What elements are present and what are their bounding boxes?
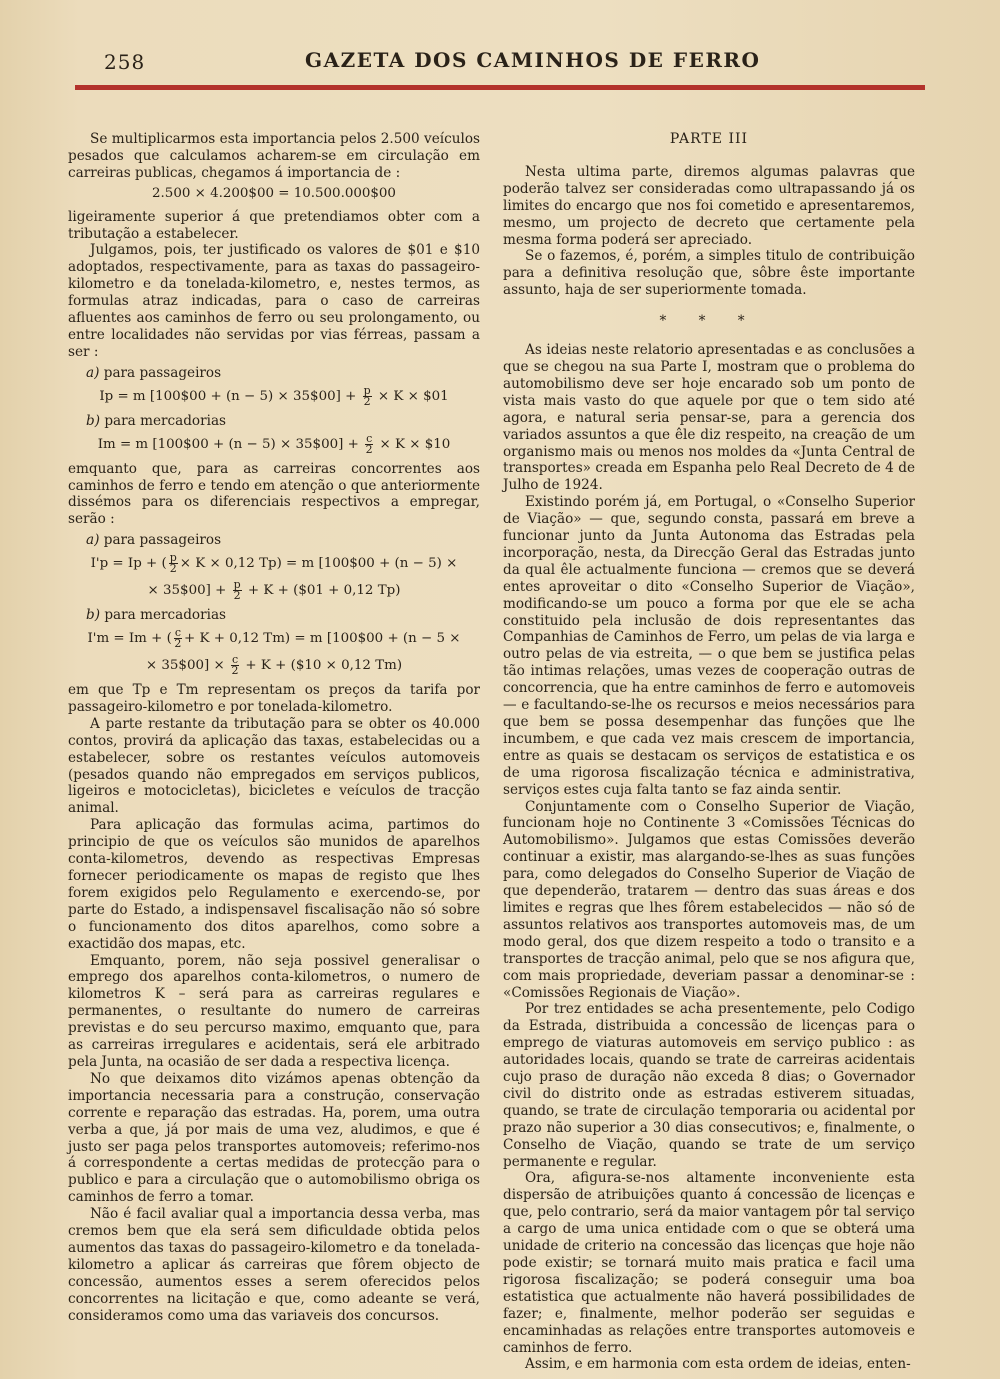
case-letter: a): [86, 364, 100, 381]
formula-part: × 35$00] +: [147, 583, 227, 599]
paragraph: ligeiramente superior á que pretendiamos obter com a tributação a estabelecer.: [68, 208, 480, 242]
fraction: [174, 628, 182, 649]
case-text: para passageiros: [103, 364, 222, 381]
fraction-numerator: p: [363, 383, 371, 397]
paragraph: Se multiplicarmos esta importancia pelos 2.500 veículos pesados que calculamos acharem-se em circulação em carreiras publicas, chegamos á importancia de :: [68, 131, 480, 181]
fraction-denominator: 2: [233, 589, 241, 603]
paragraph: Emquanto, porem, não seja possivel generalisar o emprego dos aparelhos conta-kilometros, o numero de kilometros K – será para as carreiras regulares e permanentes, o resultante do numero de carreiras previstas e do seu percurso maximo, emquanto que, para as carreiras irregulares e acidentais, será ele arbitrado pela Junta, na ocasião de ser dada a respectiva licença.: [68, 952, 480, 1070]
fraction-denominator: 2: [231, 664, 239, 678]
fraction: [169, 553, 178, 574]
fraction-numerator: c: [231, 653, 239, 667]
formula: [68, 580, 480, 601]
case-text: para mercadorias: [104, 607, 227, 624]
formula-part: × K × $10: [379, 436, 451, 452]
paragraph: Ora, afigura-se-nos altamente inconveniente esta dispersão de atribuições quanto á concessão de licenças e que, pelo contrario, será da maior vantagem pôr tal serviço a cargo de uma unica entidade com o que se obterá uma unidade de criterio na concessão das licenças que hoje não pode existir; se tornará muito mais pratica e facil uma rigorosa fiscalização; se poderá conseguir uma boa estatistica que actualmente não haverá possibilidades de fazer; e, finalmente, melhor poderão ser seguidas e encaminhadas as relações entre transportes automoveis e caminhos de ferro.: [503, 1170, 915, 1356]
section-separator: * * *: [659, 313, 759, 330]
fraction: [365, 431, 373, 456]
page-number: 258: [104, 50, 146, 74]
right-column: [503, 131, 915, 1373]
fraction-denominator: 2: [363, 394, 371, 408]
formula: [68, 655, 480, 676]
fraction: [231, 655, 239, 676]
case-label: [68, 413, 480, 430]
case-label: [68, 607, 480, 624]
page-header: [100, 46, 900, 82]
fraction-denominator: 2: [169, 562, 177, 576]
fraction-numerator: p: [233, 578, 241, 592]
fraction-numerator: p: [169, 551, 177, 565]
paragraph: em que Tp e Tm representam os preços da tarifa por passageiro-kilometro e por tonelada-kilometro.: [68, 682, 480, 715]
formula-part: I'm = Im + (: [87, 631, 172, 647]
formula: [68, 383, 480, 408]
case-letter: b): [86, 412, 101, 429]
paragraph: Assim, e em harmonia com esta ordem de ideias, enten-: [525, 1356, 911, 1373]
paragraph: emquanto que, para as carreiras concorrentes aos caminhos de ferro e tendo em atenção o que anteriormente dissémos para os diferenciais respectivos a empregar, serão :: [68, 460, 480, 528]
formula: 2.500 × 4.200$00 = 10.500.000$00: [152, 185, 396, 201]
paragraph: A parte restante da tributação para se obter os 40.000 contos, provirá da aplicação das taxas, estabelecidas ou a estabelecer, sobre os restantes veículos automoveis (pesados quando não empregados em serviços publicos, ligeiros e motocicletas), bicicletes e veículos de tracção animal.: [68, 715, 480, 817]
header-rule: [75, 85, 925, 90]
paragraph: Conjuntamente com o Conselho Superior de Viação, funcionam hoje no Continente 3 «Comissões Técnicas do Automobilismo». Julgamos que estas Comissões deverão continuar a existir, mas alargando-se-lhes as suas funções para, como delegados do Conselho Superior de Viação de que dependerão, tratarem — dentro das suas áreas e dos limites e regras que lhes fôrem estabelecidos — não só de assuntos relativos aos transportes automoveis mas, de um modo geral, dos que dizem respeito a todo o transito e a transportes de tracção animal, pelo que se nos afigura que, com mais propriedade, deveriam passar a denominar-se : «Comissões Regionais de Viação».: [503, 798, 915, 1001]
formula-part: × K × $01: [377, 388, 449, 404]
paragraph: Nesta ultima parte, diremos algumas palavras que poderão talvez ser consideradas como ultrapassando já os limites do encargo que nos foi cometido e apresentaremos, mesmo, um projecto de decreto que certamente pela mesma forma poderá ser apreciado.: [503, 163, 915, 248]
section-title: PARTE III: [669, 131, 749, 147]
paragraph: No que deixamos dito vizámos apenas obtenção da importancia necessaria para a construção, conservação corrente e reparação das estradas. Ha, porem, uma outra verba a que, já por mais de uma vez, aludimos, e que é justo ser paga pelos transportes automoveis; referimo-nos á correspondente a certas medidas de protecção para o publico e para a circulação que o automobilismo obriga os caminhos de ferro a tomar.: [68, 1070, 480, 1206]
case-label: [68, 532, 480, 549]
case-letter: a): [86, 532, 100, 549]
formula-part: + K + ($01 + 0,12 Tp): [247, 583, 401, 599]
paragraph: Existindo porém já, em Portugal, o «Conselho Superior de Viação» — que, segundo consta, passará em breve a funcionar junto da Junta Autonoma das Estradas pela incorporação, nesta, da Direcção Geral das Estradas junto da qual êle actualmente funciona — cremos que se deverá entes aproveitar o dito «Conselho Superior de Viação», modificando-se um pouco a forma por que ele se acha constituido pela inclusão de dois representantes das Companhias de Caminhos de Ferro, um pelas de via larga e outro pelas de via estreita, — o que bem se justifica pelas tão intimas relações, umas vezes de cooperação outras de concorrencia, que ha entre caminhos de ferro e automoveis — e facultando-se-lhe os recursos e meios necessários para que bem se possa desempenhar das funções que lhe incumbem, e que cada vez mais crescem de importancia, entre as quais se destacam os serviços de estatistica e os de uma rigorosa fiscalização técnica e administrativa, serviços estes cuja falta tanto se faz ainda sentir.: [503, 494, 915, 798]
paragraph: Para aplicação das formulas acima, partimos do principio de que os veículos são munidos de aparelhos conta-kilometros, devendo as respectivas Empresas fornecer periodicamente os mapas de registo que lhes forem exigidos pelo Regulamento e exercendo-se, por parte do Estado, a indispensavel fiscalisação não só sobre o funcionamento dos ditos aparelhos, como sobre a exactidão dos mapas, etc.: [68, 817, 480, 952]
formula-part: × 35$00] ×: [145, 658, 225, 674]
formula: [68, 553, 480, 574]
paragraph: Por trez entidades se acha presentemente, pelo Codigo da Estrada, distribuida a concessão de licenças para o emprego de viaturas automoveis em serviço publico : as autoridades locais, quando se trate de carreiras acidentais cujo praso de duração não exceda 8 dias; o Governador civil do distrito onde as estradas estiverem situadas, quando, se trate de circulação temporaria ou acidental por prazo não superior a 30 dias consecutivos; e, finalmente, o Conselho de Viação, quando se trate de um serviço permanente e regular.: [503, 1001, 915, 1170]
fraction-denominator: 2: [365, 442, 373, 456]
formula-part: Im = m [100$00 + (n − 5) × 35$00] +: [97, 436, 359, 452]
paragraph: As ideias neste relatorio apresentadas e as conclusões a que se chegou na sua Parte I, mostram que o problema do automobilismo deve ser hoje encarado sob um ponto de vista mais vasto do que aquele por que o tem sido até agora, e natural seria pensar-se, para a gerencia dos variados assuntos a que êle diz respeito, na creação de um organismo mais ou menos nos moldes da «Junta Central de transportes» creada em Espanha pelo Real Decreto de 4 de Julho de 1924.: [503, 342, 915, 494]
formula-part: Ip = m [100$00 + (n − 5) × 35$00] +: [99, 388, 357, 404]
paragraph: Se o fazemos, é, porém, a simples titulo de contribuição para a definitiva resolução que, sôbre êste importante assunto, haja de ser superiormente tomada.: [503, 248, 915, 299]
formula-part: + K + ($10 × 0,12 Tm): [245, 658, 403, 674]
fraction-numerator: c: [174, 626, 182, 640]
formula-part: I'p = Ip + (: [90, 556, 167, 572]
case-label: [68, 365, 480, 382]
formula: [68, 431, 480, 456]
fraction: [233, 580, 242, 601]
paragraph: Julgamos, pois, ter justificado os valores de $01 e $10 adoptados, respectivamente, para as taxas do passageiro-kilometro e da tonelada-kilometro, e, nestes termos, as formulas atraz indicadas, para o caso de carreiras afluentes aos caminhos de ferro ou seu prolongamento, ou entre localidades não servidas por vias férreas, passam a ser :: [68, 242, 480, 360]
publication-title: GAZETA DOS CAMINHOS DE FERRO: [305, 48, 761, 72]
paragraph: Não é facil avaliar qual a importancia dessa verba, mas cremos bem que ela será sem dificuldade obtida pelos aumentos das taxas do passageiro-kilometro e da tonelada-kilometro a aplicar ás carreiras que fôrem objecto de concessão, aumentos esses a serem oferecidos pelos concorrentes na licitação e que, como adeante se verá, consideramos como uma das variaveis dos concursos.: [68, 1206, 480, 1324]
fraction: [363, 383, 372, 408]
formula-part: + K + 0,12 Tm) = m [100$00 + (n − 5 ×: [184, 631, 461, 647]
case-text: para mercadorias: [104, 412, 227, 429]
fraction-denominator: 2: [174, 637, 182, 651]
left-column: [68, 131, 480, 1324]
formula-part: × K × 0,12 Tp) = m [100$00 + (n − 5) ×: [179, 556, 458, 572]
case-letter: b): [86, 607, 101, 624]
case-text: para passageiros: [103, 532, 222, 549]
formula: [68, 628, 480, 649]
fraction-numerator: c: [366, 431, 373, 445]
